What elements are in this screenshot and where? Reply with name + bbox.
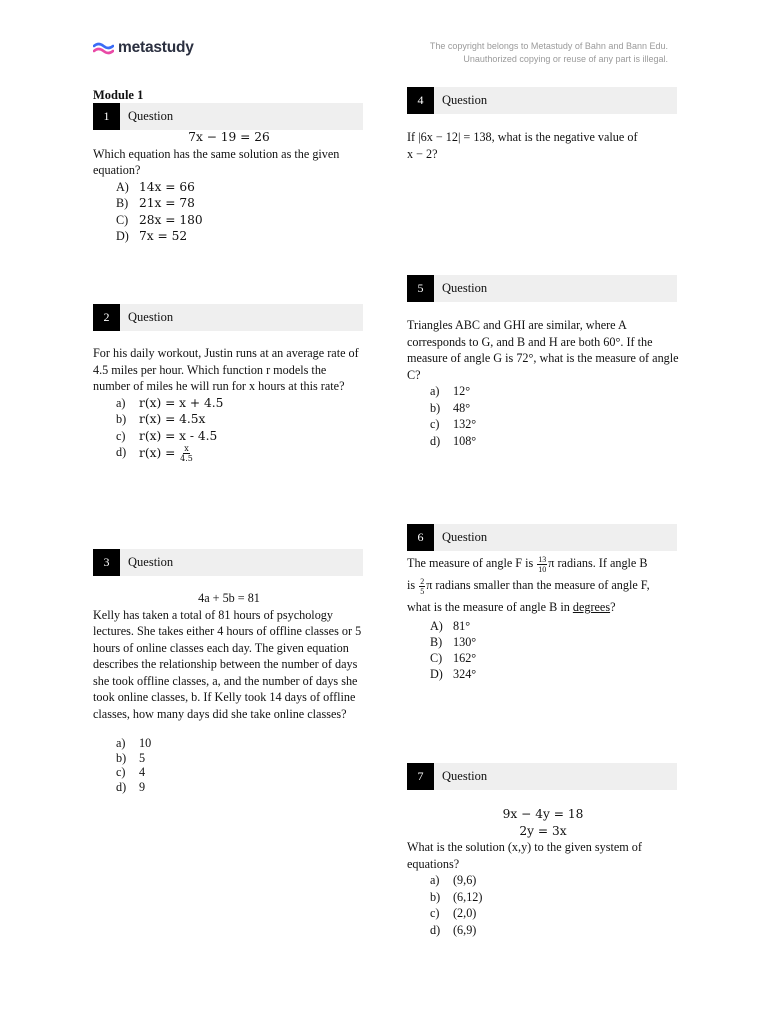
question-body-3 <box>93 590 365 794</box>
metastudy-logo-icon <box>93 41 114 55</box>
copyright-notice <box>430 40 668 65</box>
answer-option[interactable]: a) 10 <box>116 736 152 750</box>
answer-option[interactable]: A) 81° <box>430 619 471 633</box>
question-text: What is the solution (x,y) to the given system of equations? <box>407 840 642 871</box>
given-equation: 7x − 19 = 26 <box>188 130 270 144</box>
answer-options <box>407 872 679 938</box>
question-text: For his daily workout, Justin runs at an average rate of 4.5 miles per hour. Which function r models the number of miles he will run for x hours at this rate? <box>93 346 359 393</box>
question-number: 6 <box>407 524 434 551</box>
question-header-6 <box>407 524 677 551</box>
answer-options <box>93 395 365 464</box>
answer-option[interactable]: d) (6,9) <box>430 922 477 937</box>
answer-option[interactable]: B) 21x = 78 <box>116 196 195 210</box>
question-number: 7 <box>407 763 434 790</box>
question-body-4 <box>407 129 642 162</box>
question-header-1 <box>93 103 363 130</box>
answer-options <box>93 736 365 794</box>
answer-option[interactable]: A) 14x = 66 <box>116 179 195 194</box>
question-header-5 <box>407 275 677 302</box>
question-text: The measure of angle F is $\frac{13}{10}$ π radians. If angle B is $\frac{2}{5}$ π radians smaller than the measure of angle F, what is the measure of angle B in degrees? <box>407 554 650 614</box>
question-number: 2 <box>93 304 120 331</box>
question-text: Which equation has the same solution as the given equation? <box>93 146 340 177</box>
answer-option[interactable]: c) r(x) = x - 4.5 <box>116 428 218 443</box>
question-label: Question <box>442 530 488 545</box>
question-number: 1 <box>93 103 120 130</box>
answer-option[interactable]: B) 130° <box>430 635 477 649</box>
question-number: 5 <box>407 275 434 302</box>
answer-option[interactable]: a) 12° <box>430 384 471 398</box>
question-number: 4 <box>407 87 434 114</box>
brand-name: metastudy <box>118 39 194 56</box>
question-label: Question <box>128 555 174 570</box>
answer-option[interactable]: d) 9 <box>116 779 146 794</box>
question-body-5 <box>407 317 679 449</box>
copyright-line-2: Unauthorized copying or reuse of any part is illegal. <box>463 53 668 64</box>
question-header-3 <box>93 549 363 576</box>
answer-option[interactable]: D) 324° <box>430 667 477 681</box>
question-text: Triangles ABC and GHI are similar, where A corresponds to G, and B and H are both 60°. If the measure of angle G is 72°, what is the measure of angle C? <box>407 318 679 382</box>
question-label: Question <box>442 93 488 108</box>
answer-option[interactable]: D) 7x = 52 <box>116 229 188 243</box>
brand-logo <box>93 40 194 57</box>
question-header-4 <box>407 87 677 114</box>
answer-option[interactable]: a) (9,6) <box>430 873 477 887</box>
question-label: Question <box>442 281 488 296</box>
system-equation-1: 9x − 4y = 18 <box>502 807 584 821</box>
question-body-7 <box>407 806 679 938</box>
answer-option[interactable]: b) r(x) = 4.5x <box>116 412 206 426</box>
answer-option[interactable]: b) (6,12) <box>430 889 483 904</box>
answer-option[interactable]: b) 5 <box>116 750 146 765</box>
system-equation-2: 2y = 3x <box>519 823 567 838</box>
copyright-line-1: The copyright belongs to Metastudy of Bahn and Bann Edu. <box>429 41 668 51</box>
given-equation: 4a + 5b = 81 <box>198 591 260 605</box>
question-text: Kelly has taken a total of 81 hours of psychology lectures. She takes either 4 hours of offline classes or 5 hours of online classes each day. The given equation describes the relationship between the number of days she took offline classes, a, and the number of days she took online classes, b. If Kelly took 14 days of offline classes, how many days did she take online classes? <box>93 607 362 721</box>
question-body-6 <box>407 552 679 682</box>
answer-options <box>407 618 679 682</box>
answer-option[interactable]: a) r(x) = x + 4.5 <box>116 395 224 410</box>
question-label: Question <box>128 310 174 325</box>
answer-option[interactable]: c) 4 <box>116 765 146 779</box>
answer-option[interactable]: C) 28x = 180 <box>116 212 203 227</box>
question-header-2 <box>93 304 363 331</box>
answer-option[interactable]: b) 48° <box>430 400 471 415</box>
fraction: $\frac{2}{5}$ <box>420 576 425 596</box>
answer-option[interactable]: d) r(x) = $\frac{x}{4.5}$ <box>116 444 193 463</box>
question-body-2 <box>93 345 365 463</box>
fraction: $\frac{x}{4.5}$ <box>180 444 193 463</box>
question-number: 3 <box>93 549 120 576</box>
question-label: Question <box>128 109 174 124</box>
question-header-7 <box>407 763 677 790</box>
question-label: Question <box>442 769 488 784</box>
answer-option[interactable]: d) 108° <box>430 433 477 448</box>
answer-option[interactable]: c) (2,0) <box>430 906 477 920</box>
answer-options <box>93 179 365 245</box>
fraction: $\frac{13}{10}$ <box>538 554 547 574</box>
answer-option[interactable]: C) 162° <box>430 651 477 665</box>
answer-option[interactable]: c) 132° <box>430 417 477 431</box>
page-header <box>0 0 768 70</box>
answer-options <box>407 383 679 449</box>
question-body-1 <box>93 129 365 245</box>
module-title: Module 1 <box>93 88 144 102</box>
question-text: If |6x − 12| = 138, what is the negative value of x − 2? <box>407 130 638 161</box>
